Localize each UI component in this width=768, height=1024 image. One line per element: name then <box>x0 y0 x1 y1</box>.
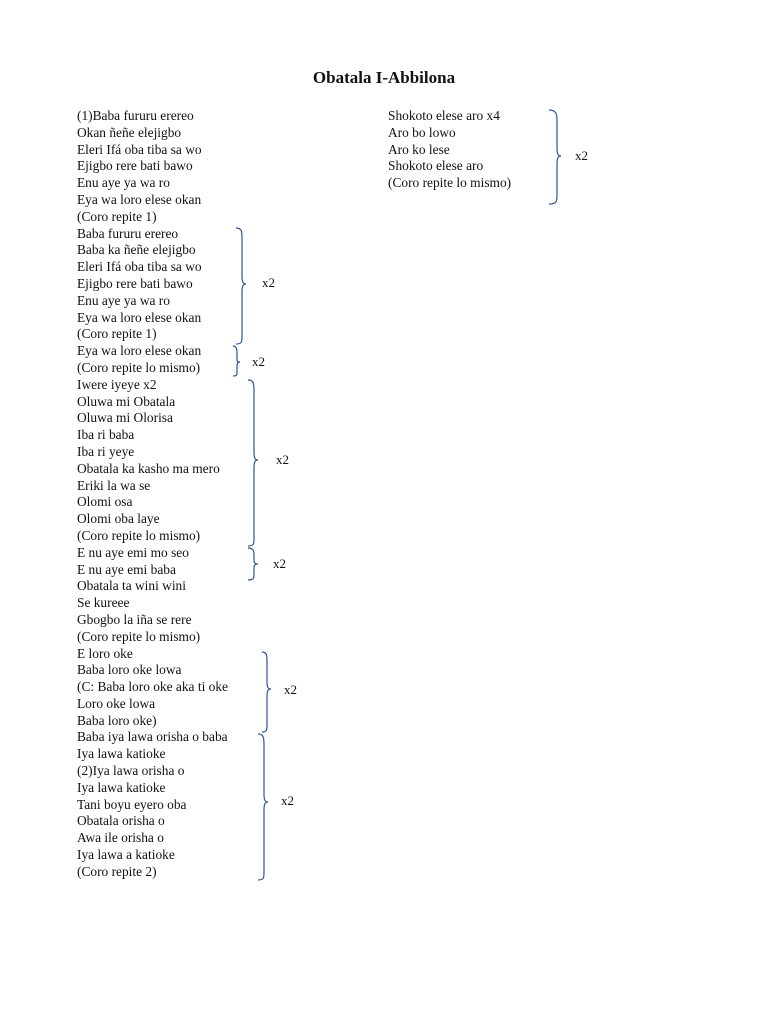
lyric-line: E loro oke <box>77 645 133 661</box>
lyric-line: Ejigbo rere bati bawo <box>77 275 193 291</box>
repeat-mark: x2 <box>284 682 297 697</box>
lyric-line: Eleri Ifá oba tiba sa wo <box>77 259 202 275</box>
lyric-line: (Coro repite lo mismo) <box>77 359 201 375</box>
lyric-line: Eleri Ifá oba tiba sa wo <box>77 141 202 157</box>
lyric-line: Iya lawa a katioke <box>77 847 175 863</box>
lyric-line: (Coro repite lo mismo) <box>77 527 201 543</box>
lyric-line: Gbogbo la iña se rere <box>77 611 192 627</box>
repeat-mark: x2 <box>281 793 294 808</box>
lyric-line: Enu aye ya wa ro <box>77 292 170 308</box>
lyric-line: (C: Baba loro oke aka ti oke <box>77 679 228 695</box>
brace-right-column <box>549 110 561 204</box>
lyric-line: Loro oke lowa <box>77 695 156 711</box>
repeat-mark: x2 <box>575 148 588 163</box>
lyric-line: Olomi osa <box>77 494 133 510</box>
lyric-line: (Coro repite 1) <box>77 208 157 224</box>
lyric-line: Se kureee <box>77 595 130 611</box>
brace-block-2 <box>233 346 240 376</box>
repeat-mark: x2 <box>262 275 275 290</box>
lyric-line: Enu aye ya wa ro <box>77 175 170 191</box>
lyric-line: Baba ka ñeñe elejigbo <box>77 242 196 258</box>
lyric-line: (Coro repite lo mismo) <box>388 175 512 191</box>
lyric-line: Oluwa mi Olorisa <box>77 410 173 426</box>
lyric-line: Shokoto elese aro x4 <box>388 108 500 123</box>
lyric-line: Shokoto elese aro <box>388 158 484 174</box>
brace-block-6 <box>258 734 268 880</box>
lyric-line: (Coro repite 1) <box>77 326 157 342</box>
lyric-line: Eya wa loro elese okan <box>77 309 202 325</box>
lyric-line: Iba ri baba <box>77 427 135 443</box>
lyric-line: Baba iya lawa orisha o baba <box>77 729 228 745</box>
lyric-line: E nu aye emi baba <box>77 561 176 577</box>
lyric-line: Eya wa loro elese okan <box>77 343 202 359</box>
brace-block-5 <box>262 652 271 732</box>
repeat-mark: x2 <box>273 556 286 571</box>
brace-block-1 <box>236 228 246 344</box>
repeat-mark: x2 <box>252 354 265 369</box>
document-title: Obatala I-Abbilona <box>312 68 456 87</box>
lyric-line: Baba fururu erereo <box>77 225 179 241</box>
lyric-line: Obatala orisha o <box>77 813 165 829</box>
lyric-line: Ejigbo rere bati bawo <box>77 158 193 174</box>
lyric-line: Iya lawa katioke <box>77 779 166 795</box>
lyric-line: E nu aye emi mo seo <box>77 544 189 560</box>
lyric-line: (2)Iya lawa orisha o <box>77 763 185 779</box>
lyric-line: Obatala ka kasho ma mero <box>77 460 220 476</box>
lyric-line: Iwere iyeye x2 <box>77 376 157 392</box>
lyric-line: Aro ko lese <box>388 141 450 157</box>
lyric-line: Baba loro oke) <box>77 712 157 728</box>
lyric-line: Eriki la wa se <box>77 477 151 493</box>
lyric-line: Baba loro oke lowa <box>77 662 182 678</box>
lyric-line: (Coro repite 2) <box>77 863 157 879</box>
lyric-line: Tani boyu eyero oba <box>77 796 187 812</box>
repeat-mark: x2 <box>276 452 289 467</box>
lyric-line: Obatala ta wini wini <box>77 578 186 594</box>
brace-block-4 <box>248 548 258 580</box>
lyric-line: Eya wa loro elese okan <box>77 191 202 207</box>
lyric-line: (Coro repite lo mismo) <box>77 628 201 644</box>
lyric-line: Iya lawa katioke <box>77 746 166 762</box>
lyric-line: Iba ri yeye <box>77 443 135 459</box>
lyric-line: Awa ile orisha o <box>77 830 164 846</box>
lyric-line: (1)Baba fururu erereo <box>77 108 194 123</box>
brace-block-3 <box>248 380 258 546</box>
lyric-line: Aro bo lowo <box>388 124 456 140</box>
lyric-line: Olomi oba laye <box>77 511 160 527</box>
lyric-line: Okan ñeñe elejigbo <box>77 124 182 140</box>
lyric-line: Oluwa mi Obatala <box>77 393 176 409</box>
